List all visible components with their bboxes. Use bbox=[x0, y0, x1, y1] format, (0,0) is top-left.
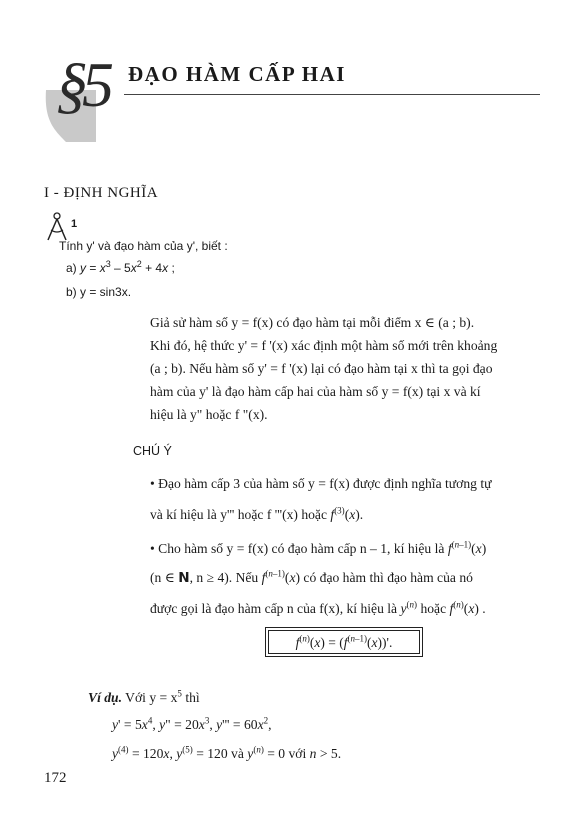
header-rule bbox=[124, 94, 540, 95]
example-intro-text: Với y = x bbox=[125, 690, 178, 705]
activity-icon bbox=[44, 212, 70, 242]
section-number: §5 bbox=[56, 49, 108, 120]
note-bullet-2-line-b: (n ∈ N, n ≥ 4). Nếu $f^{(n-1)}(x)$ có đạo hàm thì đạo hàm của nó bbox=[150, 568, 473, 586]
formula-box-inner: $f^{(n)}(x) = (f^{(n-1)}(x))'$. bbox=[268, 630, 420, 654]
note-bullet-1-line-b: và kí hiệu là y''' hoặc f '''(x) hoặc $f^{(3)}(x)$. bbox=[150, 505, 364, 522]
compass-icon bbox=[44, 212, 70, 242]
note-heading: CHÚ Ý bbox=[133, 444, 172, 458]
activity-item-b: b) y = sin3x. bbox=[66, 285, 132, 299]
note-bullet-2-line-a: • Cho hàm số y = f(x) có đạo hàm cấp n – 1, kí hiệu là $f^{(n-1)}(x)$ bbox=[150, 539, 487, 556]
example-intro-end: thì bbox=[185, 690, 200, 705]
example-label: Ví dụ. bbox=[88, 690, 122, 705]
bullet2-line-b-post: có đạo hàm thì đạo hàm của nó bbox=[303, 570, 473, 585]
activity-prompt: Tính y' và đạo hàm của y', biết : bbox=[59, 239, 228, 253]
bullet1-line-b-text: và kí hiệu là y''' hoặc f '''(x) hoặc bbox=[150, 507, 327, 522]
bullet2-line-c-pre: được gọi là đạo hàm cấp n của f(x), kí hiệu là bbox=[150, 601, 398, 616]
example-intro: Ví dụ. Với $y = x^5$ thì bbox=[88, 688, 200, 705]
item-a-label: a) bbox=[66, 261, 77, 275]
bullet2-line-b-mid: , n ≥ 4). Nếu bbox=[189, 570, 259, 585]
chapter-title: ĐẠO HÀM CẤP HAI bbox=[128, 62, 346, 86]
activity-number: 1 bbox=[71, 218, 78, 230]
definition-line-5: hiệu là y" hoặc f "(x). bbox=[150, 407, 268, 422]
definition-line-2: Khi đó, hệ thức y' = f '(x) xác định một hàm số mới trên khoảng bbox=[150, 338, 498, 353]
definition-line-1: Giả sử hàm số y = f(x) có đạo hàm tại mỗi điểm x ∈ (a ; b). bbox=[150, 315, 475, 330]
definition-line-4: hàm của y' là đạo hàm cấp hai của hàm số y = f(x) tại x và kí bbox=[150, 384, 481, 399]
example-line-2: $y^{(4)} = 120x$, $y^{(5)} = 120$ và $y^{(n)} = 0$ với n > 5. bbox=[112, 744, 342, 761]
bullet2-line-b-pre: (n ∈ bbox=[150, 570, 175, 585]
bullet2-line-c-mid: hoặc bbox=[420, 601, 447, 616]
page-number: 172 bbox=[44, 770, 67, 786]
section-heading: I - ĐỊNH NGHĨA bbox=[44, 185, 159, 201]
formula-box-outer bbox=[265, 627, 423, 657]
note-bullet-2-line-c: được gọi là đạo hàm cấp n của f(x), kí hiệu là $y^{(n)}$ hoặc $f^{(n)}(x)$ . bbox=[150, 599, 486, 616]
example-line-1: $y' = 5x^4$, y" = $20x^3$, $y''' = 60x^2$, bbox=[112, 715, 272, 732]
note-bullet-1-line-a: • Đạo hàm cấp 3 của hàm số y = f(x) được định nghĩa tương tự bbox=[150, 476, 492, 491]
definition-line-3: (a ; b). Nếu hàm số y' = f '(x) lại có đạo hàm tại x thì ta gọi đạo bbox=[150, 361, 493, 376]
definition-paragraph bbox=[150, 311, 542, 426]
activity-item-a: a) $y = x^3 - 5x^2 + 4x$ ; bbox=[66, 259, 175, 275]
natural-numbers-symbol: N bbox=[178, 570, 190, 586]
bullet2-line-a-text: • Cho hàm số y = f(x) có đạo hàm cấp n – 1, kí hiệu là bbox=[150, 541, 445, 556]
